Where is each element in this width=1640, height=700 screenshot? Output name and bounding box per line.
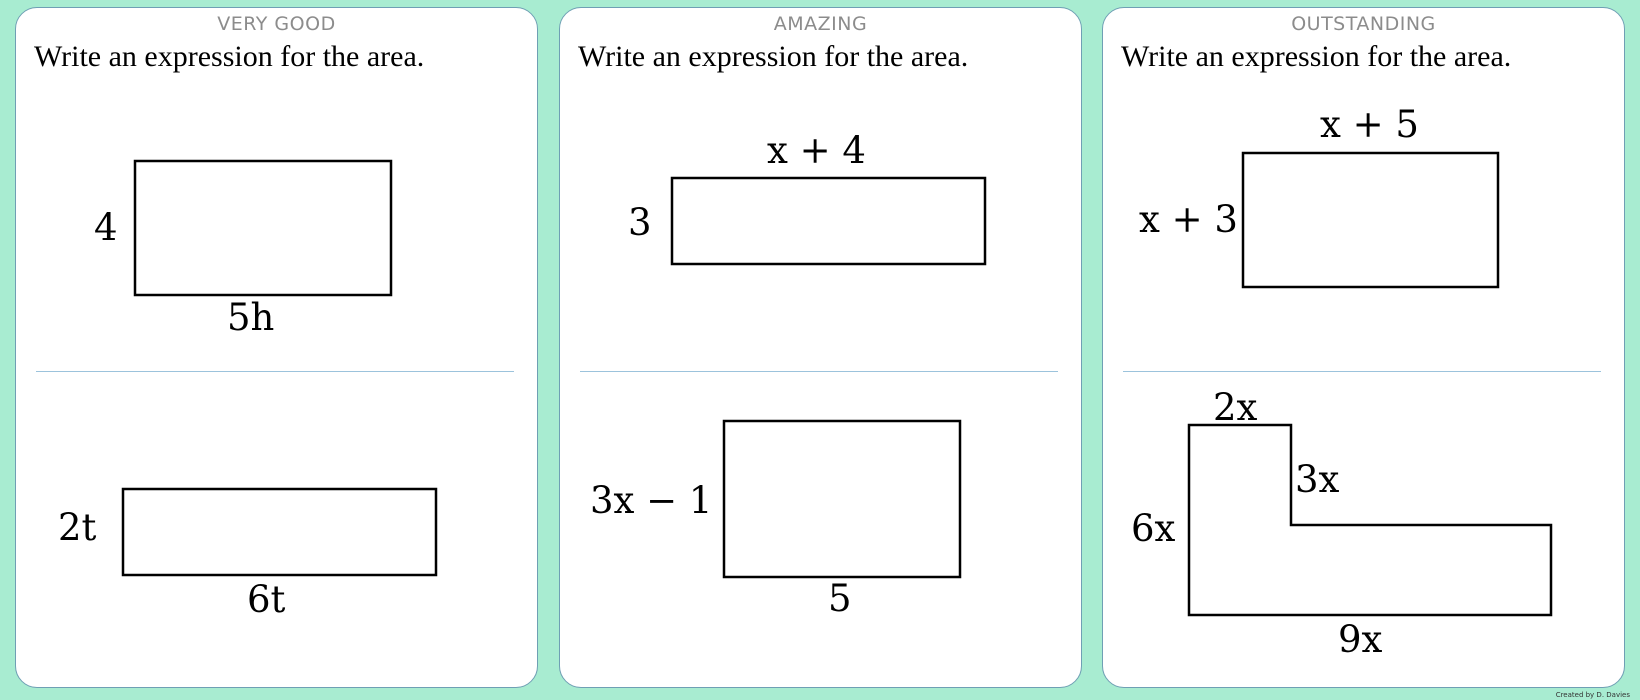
divider (36, 371, 514, 372)
top-label: x + 5 (1320, 103, 1419, 146)
rectangle-figure-1 (1103, 93, 1624, 363)
side-label: 3 (628, 201, 652, 244)
level-title: VERY GOOD (217, 13, 336, 35)
side-label: x + 3 (1139, 198, 1238, 241)
author-credit: Created by D. Davies (1555, 691, 1630, 699)
l-shape (1103, 383, 1623, 653)
compound-shape-figure (1103, 383, 1624, 661)
question-prompt: Write an expression for the area. (578, 40, 969, 73)
card-amazing (559, 7, 1082, 688)
divider (1123, 371, 1601, 372)
bottom-label: 5 (828, 577, 852, 620)
level-title: AMAZING (773, 13, 868, 35)
rectangle-figure-1 (16, 93, 537, 363)
top-label: 2x (1213, 386, 1258, 429)
card-very-good (15, 7, 538, 688)
bottom-label: 6t (247, 578, 286, 621)
level-title: OUTSTANDING (1291, 13, 1436, 35)
top-label: x + 4 (767, 129, 866, 172)
rectangle-figure-2 (16, 383, 537, 653)
side-label: 6x (1131, 507, 1176, 550)
rectangle-figure-1 (560, 93, 1081, 363)
side-label: 2t (58, 506, 97, 549)
divider (580, 371, 1058, 372)
side-label: 4 (94, 206, 118, 249)
bottom-label: 9x (1338, 618, 1383, 661)
question-prompt: Write an expression for the area. (34, 40, 425, 73)
side-label: 3x − 1 (590, 479, 713, 522)
inner-side-label: 3x (1295, 458, 1340, 501)
rectangle-figure-2 (560, 383, 1081, 653)
card-outstanding (1102, 7, 1625, 688)
question-prompt: Write an expression for the area. (1121, 40, 1512, 73)
bottom-label: 5h (227, 296, 275, 339)
